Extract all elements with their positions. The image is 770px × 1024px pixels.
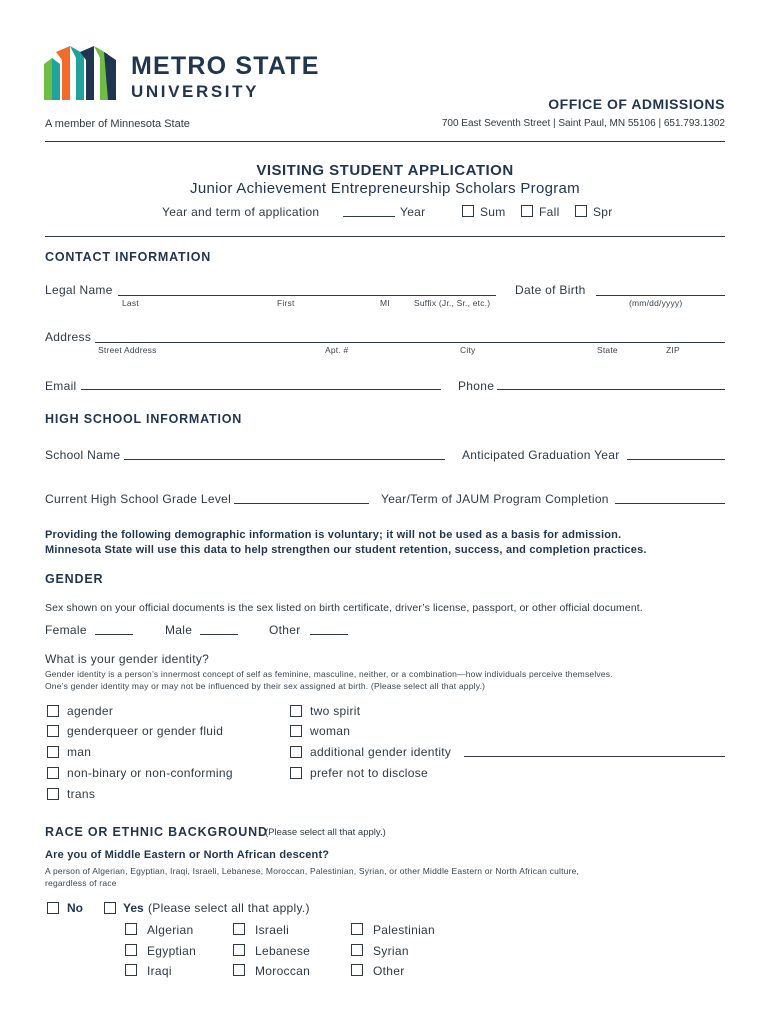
dob-field[interactable] bbox=[596, 295, 725, 296]
email-field[interactable] bbox=[81, 389, 441, 390]
term-sum-label: Sum bbox=[480, 205, 506, 219]
dob-label: Date of Birth bbox=[515, 283, 586, 297]
mena-syrian-checkbox[interactable] bbox=[351, 944, 363, 956]
gender-trans-label: trans bbox=[67, 787, 96, 801]
gender-prefer-not-label: prefer not to disclose bbox=[310, 766, 428, 780]
phone-field[interactable] bbox=[497, 389, 725, 390]
gender-additional-field[interactable] bbox=[464, 756, 725, 757]
grad-year-field[interactable] bbox=[627, 459, 725, 460]
jaum-completion-label: Year/Term of JAUM Program Completion bbox=[381, 492, 609, 506]
mena-israeli-label: Israeli bbox=[255, 923, 290, 937]
term-sum-checkbox[interactable] bbox=[462, 205, 474, 217]
mena-palestinian-label: Palestinian bbox=[373, 923, 436, 937]
mena-yes-label: Yes bbox=[123, 901, 144, 915]
mena-moroccan-label: Moroccan bbox=[255, 964, 311, 978]
demographic-note-line2: Minnesota State will use this data to help strengthen our student retention, success, and completion practices. bbox=[45, 544, 647, 556]
mena-algerian-label: Algerian bbox=[147, 923, 194, 937]
race-heading-note: (Please select all that apply.) bbox=[265, 827, 386, 838]
mena-def1: A person of Algerian, Egyptian, Iraqi, Israeli, Lebanese, Moroccan, Palestinian, Syrian, or other Middle Eastern or North African culture, bbox=[45, 866, 580, 876]
sex-female-label: Female bbox=[45, 623, 87, 637]
header-divider bbox=[45, 141, 725, 142]
mena-israeli-checkbox[interactable] bbox=[233, 923, 245, 935]
year-label: Year bbox=[400, 205, 426, 219]
contact-heading: CONTACT INFORMATION bbox=[45, 250, 212, 264]
program-name: Junior Achievement Entrepreneurship Scholars Program bbox=[190, 180, 580, 197]
gender-identity-question: What is your gender identity? bbox=[45, 652, 210, 666]
mena-no-checkbox[interactable] bbox=[47, 902, 59, 914]
gender-trans-checkbox[interactable] bbox=[47, 788, 59, 800]
year-term-label: Year and term of application bbox=[162, 205, 320, 219]
address-sub-street: Street Address bbox=[98, 345, 157, 355]
term-spr-label: Spr bbox=[593, 205, 613, 219]
address-sub-zip: ZIP bbox=[666, 345, 680, 355]
sex-male-label: Male bbox=[165, 623, 193, 637]
address-field[interactable] bbox=[95, 342, 725, 343]
address-label: Address bbox=[45, 330, 92, 344]
mena-egyptian-checkbox[interactable] bbox=[125, 944, 137, 956]
mena-other-label: Other bbox=[373, 964, 405, 978]
mena-other-checkbox[interactable] bbox=[351, 964, 363, 976]
mena-lebanese-label: Lebanese bbox=[255, 944, 311, 958]
dob-format: (mm/dd/yyyy) bbox=[629, 298, 683, 308]
logo-title: METRO STATE bbox=[131, 52, 320, 80]
gender-nonbinary-checkbox[interactable] bbox=[47, 767, 59, 779]
mena-yes-note: (Please select all that apply.) bbox=[148, 901, 310, 915]
member-text: A member of Minnesota State bbox=[45, 118, 190, 130]
term-fall-checkbox[interactable] bbox=[521, 205, 533, 217]
year-field[interactable] bbox=[343, 216, 395, 217]
school-name-field[interactable] bbox=[124, 459, 445, 460]
mena-egyptian-label: Egyptian bbox=[147, 944, 197, 958]
address-sub-city: City bbox=[460, 345, 476, 355]
gender-genderqueer-checkbox[interactable] bbox=[47, 725, 59, 737]
term-spr-checkbox[interactable] bbox=[575, 205, 587, 217]
gender-two-spirit-label: two spirit bbox=[310, 704, 361, 718]
metro-state-logo-mark-icon bbox=[44, 46, 116, 100]
demographic-note-line1: Providing the following demographic information is voluntary; it will not be used as a basis for admission. bbox=[45, 529, 622, 541]
gender-genderqueer-label: genderqueer or gender fluid bbox=[67, 724, 224, 738]
legal-name-field[interactable] bbox=[118, 295, 496, 296]
school-name-label: School Name bbox=[45, 448, 121, 462]
title-divider bbox=[45, 236, 725, 237]
sex-female-field[interactable] bbox=[95, 634, 133, 635]
grade-level-label: Current High School Grade Level bbox=[45, 492, 232, 506]
gender-woman-label: woman bbox=[310, 724, 351, 738]
mena-no-label: No bbox=[67, 901, 83, 915]
jaum-completion-field[interactable] bbox=[615, 503, 725, 504]
gender-two-spirit-checkbox[interactable] bbox=[290, 705, 302, 717]
form-title: VISITING STUDENT APPLICATION bbox=[256, 162, 514, 179]
gender-nonbinary-label: non-binary or non-conforming bbox=[67, 766, 233, 780]
mena-iraqi-label: Iraqi bbox=[147, 964, 172, 978]
grade-level-field[interactable] bbox=[234, 503, 369, 504]
mena-question: Are you of Middle Eastern or North African descent? bbox=[45, 849, 330, 861]
office-title: OFFICE OF ADMISSIONS bbox=[548, 96, 725, 112]
mena-moroccan-checkbox[interactable] bbox=[233, 964, 245, 976]
mena-lebanese-checkbox[interactable] bbox=[233, 944, 245, 956]
legal-name-label: Legal Name bbox=[45, 283, 113, 297]
address-sub-apt: Apt. # bbox=[325, 345, 349, 355]
office-address: 700 East Seventh Street | Saint Paul, MN 55106 | 651.793.1302 bbox=[441, 118, 725, 129]
name-sub-last: Last bbox=[122, 298, 139, 308]
gender-heading: GENDER bbox=[45, 572, 104, 586]
grad-year-label: Anticipated Graduation Year bbox=[462, 448, 620, 462]
address-sub-state: State bbox=[597, 345, 618, 355]
logo bbox=[44, 46, 116, 100]
race-heading: RACE OR ETHNIC BACKGROUND bbox=[45, 825, 268, 839]
name-sub-suffix: Suffix (Jr., Sr., etc.) bbox=[414, 298, 491, 308]
email-label: Email bbox=[45, 379, 77, 393]
mena-palestinian-checkbox[interactable] bbox=[351, 923, 363, 935]
gender-identity-def2: One’s gender identity may or may not be influenced by their sex assigned at birth. (Please select all that apply.) bbox=[45, 681, 486, 691]
mena-yes-checkbox[interactable] bbox=[104, 902, 116, 914]
gender-man-checkbox[interactable] bbox=[47, 746, 59, 758]
sex-other-label: Other bbox=[269, 623, 301, 637]
name-sub-first: First bbox=[277, 298, 295, 308]
high-school-heading: HIGH SCHOOL INFORMATION bbox=[45, 412, 243, 426]
name-sub-mi: MI bbox=[380, 298, 390, 308]
gender-identity-def1: Gender identity is a person’s innermost concept of self as feminine, masculine, neither, or a combination—how individuals perceive themselves. bbox=[45, 669, 613, 679]
gender-additional-label: additional gender identity bbox=[310, 745, 452, 759]
mena-syrian-label: Syrian bbox=[373, 944, 409, 958]
gender-agender-label: agender bbox=[67, 704, 114, 718]
sex-male-field[interactable] bbox=[200, 634, 238, 635]
gender-woman-checkbox[interactable] bbox=[290, 725, 302, 737]
term-fall-label: Fall bbox=[539, 205, 560, 219]
sex-note: Sex shown on your official documents is the sex listed on birth certificate, driver’s license, passport, or other official document. bbox=[45, 602, 643, 614]
gender-prefer-not-checkbox[interactable] bbox=[290, 767, 302, 779]
mena-def2: regardless of race bbox=[45, 878, 117, 888]
mena-iraqi-checkbox[interactable] bbox=[125, 964, 137, 976]
gender-man-label: man bbox=[67, 745, 92, 759]
gender-additional-checkbox[interactable] bbox=[290, 746, 302, 758]
phone-label: Phone bbox=[458, 379, 495, 393]
sex-other-field[interactable] bbox=[310, 634, 348, 635]
gender-agender-checkbox[interactable] bbox=[47, 705, 59, 717]
logo-subtitle: UNIVERSITY bbox=[131, 82, 260, 101]
mena-algerian-checkbox[interactable] bbox=[125, 923, 137, 935]
